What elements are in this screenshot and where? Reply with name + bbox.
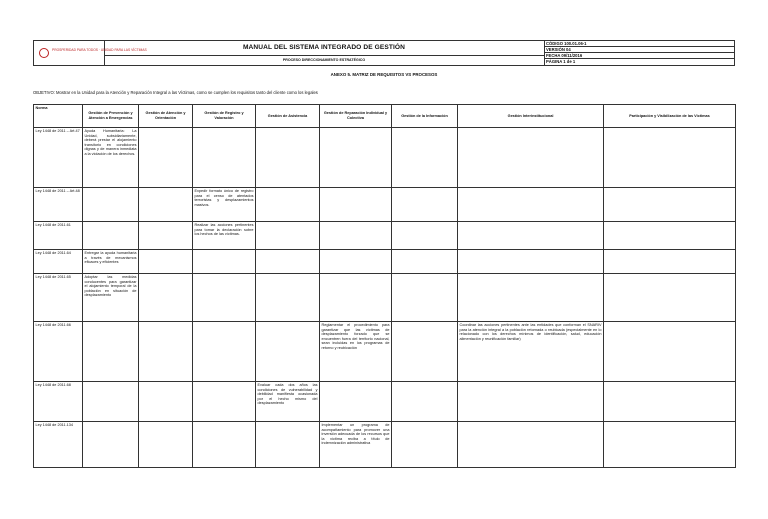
requirement-cell: Implementar un programa de acompañamiento para promover una inversión adecuada de los recursos que la víctima reciba a título de indemnización administrativa xyxy=(320,422,392,468)
requirement-cell xyxy=(604,274,736,322)
document-header xyxy=(33,40,735,66)
requirement-cell xyxy=(83,188,139,222)
requirement-cell xyxy=(83,382,139,422)
requirement-cell xyxy=(320,128,392,188)
requirement-cell xyxy=(458,250,604,274)
requirement-cell xyxy=(392,250,458,274)
requirement-cell xyxy=(604,422,736,468)
requirement-cell xyxy=(392,128,458,188)
requirement-cell xyxy=(193,422,256,468)
document-meta xyxy=(544,41,734,65)
requirement-cell xyxy=(193,128,256,188)
requirement-cell xyxy=(193,250,256,274)
requirement-cell xyxy=(83,322,139,382)
requirement-cell xyxy=(392,322,458,382)
table-row xyxy=(34,250,736,274)
requirement-cell: Entregar la ayuda humanitaria a través de mecanismos eficaces y eficientes xyxy=(83,250,139,274)
matrix-header-row xyxy=(34,105,736,128)
norma-cell: Ley 1448 de 2011.134 xyxy=(34,422,83,468)
meta-page: PÁGINA 1 de 1 xyxy=(546,59,576,64)
requirement-cell xyxy=(458,128,604,188)
norma-cell: Ley 1448 de 2011.61 xyxy=(34,222,83,250)
requirement-cell xyxy=(256,188,320,222)
requirement-cell xyxy=(604,250,736,274)
requirement-cell: Reglamentar el procedimiento para garantizar que las víctimas de desplazamiento forzado que se encuentren fuera del territorio nacional, sean incluidas en los programas de retorno y reubicación xyxy=(320,322,392,382)
requirement-cell xyxy=(256,274,320,322)
requirement-cell xyxy=(604,128,736,188)
requirement-cell xyxy=(604,382,736,422)
norma-cell: Ley 1448 de 2011.65 xyxy=(34,274,83,322)
requirement-cell xyxy=(139,382,193,422)
requirement-cell xyxy=(256,250,320,274)
requirement-cell xyxy=(193,274,256,322)
requirement-cell xyxy=(392,422,458,468)
norma-cell: Ley 1448 de 2011 – Art.47 xyxy=(34,128,83,188)
requirement-cell xyxy=(139,222,193,250)
requirement-cell xyxy=(256,222,320,250)
requirement-cell: Ayuda Humanitaria: La Unidad, subsidiariamente, deberá prestar el alojamiento transitorio en condiciones dignas y de manera inmediata a la violación de los derechos. xyxy=(83,128,139,188)
column-header: Gestión Interinstitucional xyxy=(458,105,604,128)
column-header: Participación y Visibilización de las Víctimas xyxy=(604,105,736,128)
requirement-cell xyxy=(139,188,193,222)
meta-version: VERSIÓN 04 xyxy=(544,47,734,53)
requirement-cell xyxy=(139,128,193,188)
requirement-cell xyxy=(256,422,320,468)
requirement-cell xyxy=(392,274,458,322)
requirement-cell xyxy=(83,222,139,250)
process-name: PROCESO DIRECCIONAMIENTO ESTRATÉGICO xyxy=(282,58,366,62)
objective-text: OBJETIVO: Mostrar en la Unidad para la Atención y Reparación Integral a las Víctimas, como se cumplen los requisitos tanto del cliente como los legales xyxy=(33,90,318,95)
meta-date: FECHA 09/11/2016 xyxy=(544,53,734,59)
requirement-cell xyxy=(458,274,604,322)
requirement-cell xyxy=(604,322,736,382)
column-header: Gestión de Prevención y Atención a Emergencias xyxy=(83,105,139,128)
column-header: Gestión de Asistencia xyxy=(256,105,320,128)
requirement-cell: Realizar las acciones pertinentes para tomar la declaración sobre los hechos de las víctimas. xyxy=(193,222,256,250)
requirement-cell xyxy=(392,188,458,222)
requirement-cell xyxy=(256,128,320,188)
requirement-cell xyxy=(392,222,458,250)
requirement-cell: Adoptar las medidas conducentes para garantizar el alojamiento temporal de la población en situación de desplazamiento xyxy=(83,274,139,322)
annex-title: ANEXO 5. MATRIZ DE REQUISITOS VS PROCESOS xyxy=(330,72,438,77)
header-title-block xyxy=(104,41,545,65)
table-row xyxy=(34,422,736,468)
requirement-cell: Coordinar las acciones pertinentes ante las entidades que conforman el SNARIV para la atención integral a la población retornada o reubicada (especialmente en lo relacionado con los derechos mínimos de identificación, salud, educación alimentación y reunificación familiar) xyxy=(458,322,604,382)
requirement-cell xyxy=(320,222,392,250)
table-row xyxy=(34,274,736,322)
requirement-cell xyxy=(320,274,392,322)
norma-cell: Ley 1448 de 2011 – Art.48 xyxy=(34,188,83,222)
logo-text: PROSPERIDAD PARA TODOS · UNIDAD PARA LAS VÍCTIMAS xyxy=(52,48,147,52)
requirement-cell xyxy=(320,382,392,422)
requirement-cell: Evaluar cada dos años las condiciones de vulnerabilidad y debilidad manifiesta ocasionada por el hecho mismo del desplazamiento xyxy=(256,382,320,422)
seal-icon xyxy=(39,48,49,58)
requirement-cell xyxy=(193,382,256,422)
requirement-cell: Expedir formato único de registro para el censo de atentados terroristas y desplazamientos masivos. xyxy=(193,188,256,222)
requirement-cell xyxy=(458,422,604,468)
column-header: Gestión de Atención y Orientación xyxy=(139,105,193,128)
requirement-cell xyxy=(604,188,736,222)
institution-logo xyxy=(34,41,147,65)
column-header: Gestión de Registro y Valoración xyxy=(193,105,256,128)
table-row xyxy=(34,322,736,382)
requirement-cell xyxy=(604,222,736,250)
requirements-matrix xyxy=(33,104,736,468)
table-row xyxy=(34,382,736,422)
requirement-cell xyxy=(392,382,458,422)
requirement-cell xyxy=(320,188,392,222)
norma-cell: Ley 1448 de 2011.68 xyxy=(34,382,83,422)
requirement-cell xyxy=(83,422,139,468)
column-header: Norma xyxy=(34,105,83,128)
table-row xyxy=(34,188,736,222)
requirement-cell xyxy=(139,422,193,468)
requirement-cell xyxy=(458,382,604,422)
requirement-cell xyxy=(256,322,320,382)
requirement-cell xyxy=(193,322,256,382)
requirement-cell xyxy=(458,222,604,250)
requirement-cell xyxy=(139,274,193,322)
table-row xyxy=(34,128,736,188)
norma-cell: Ley 1448 de 2011.66 xyxy=(34,322,83,382)
column-header: Gestión de Reparación Individual y Colectiva xyxy=(320,105,392,128)
norma-cell: Ley 1448 de 2011.64 xyxy=(34,250,83,274)
requirement-cell xyxy=(458,188,604,222)
requirement-cell xyxy=(320,250,392,274)
requirement-cell xyxy=(139,322,193,382)
table-row xyxy=(34,222,736,250)
column-header: Gestión de la Información xyxy=(392,105,458,128)
requirement-cell xyxy=(139,250,193,274)
manual-title: MANUAL DEL SISTEMA INTEGRADO DE GESTIÓN xyxy=(104,41,544,56)
meta-code: CÓDIGO 100.01.06-1 xyxy=(544,41,734,47)
